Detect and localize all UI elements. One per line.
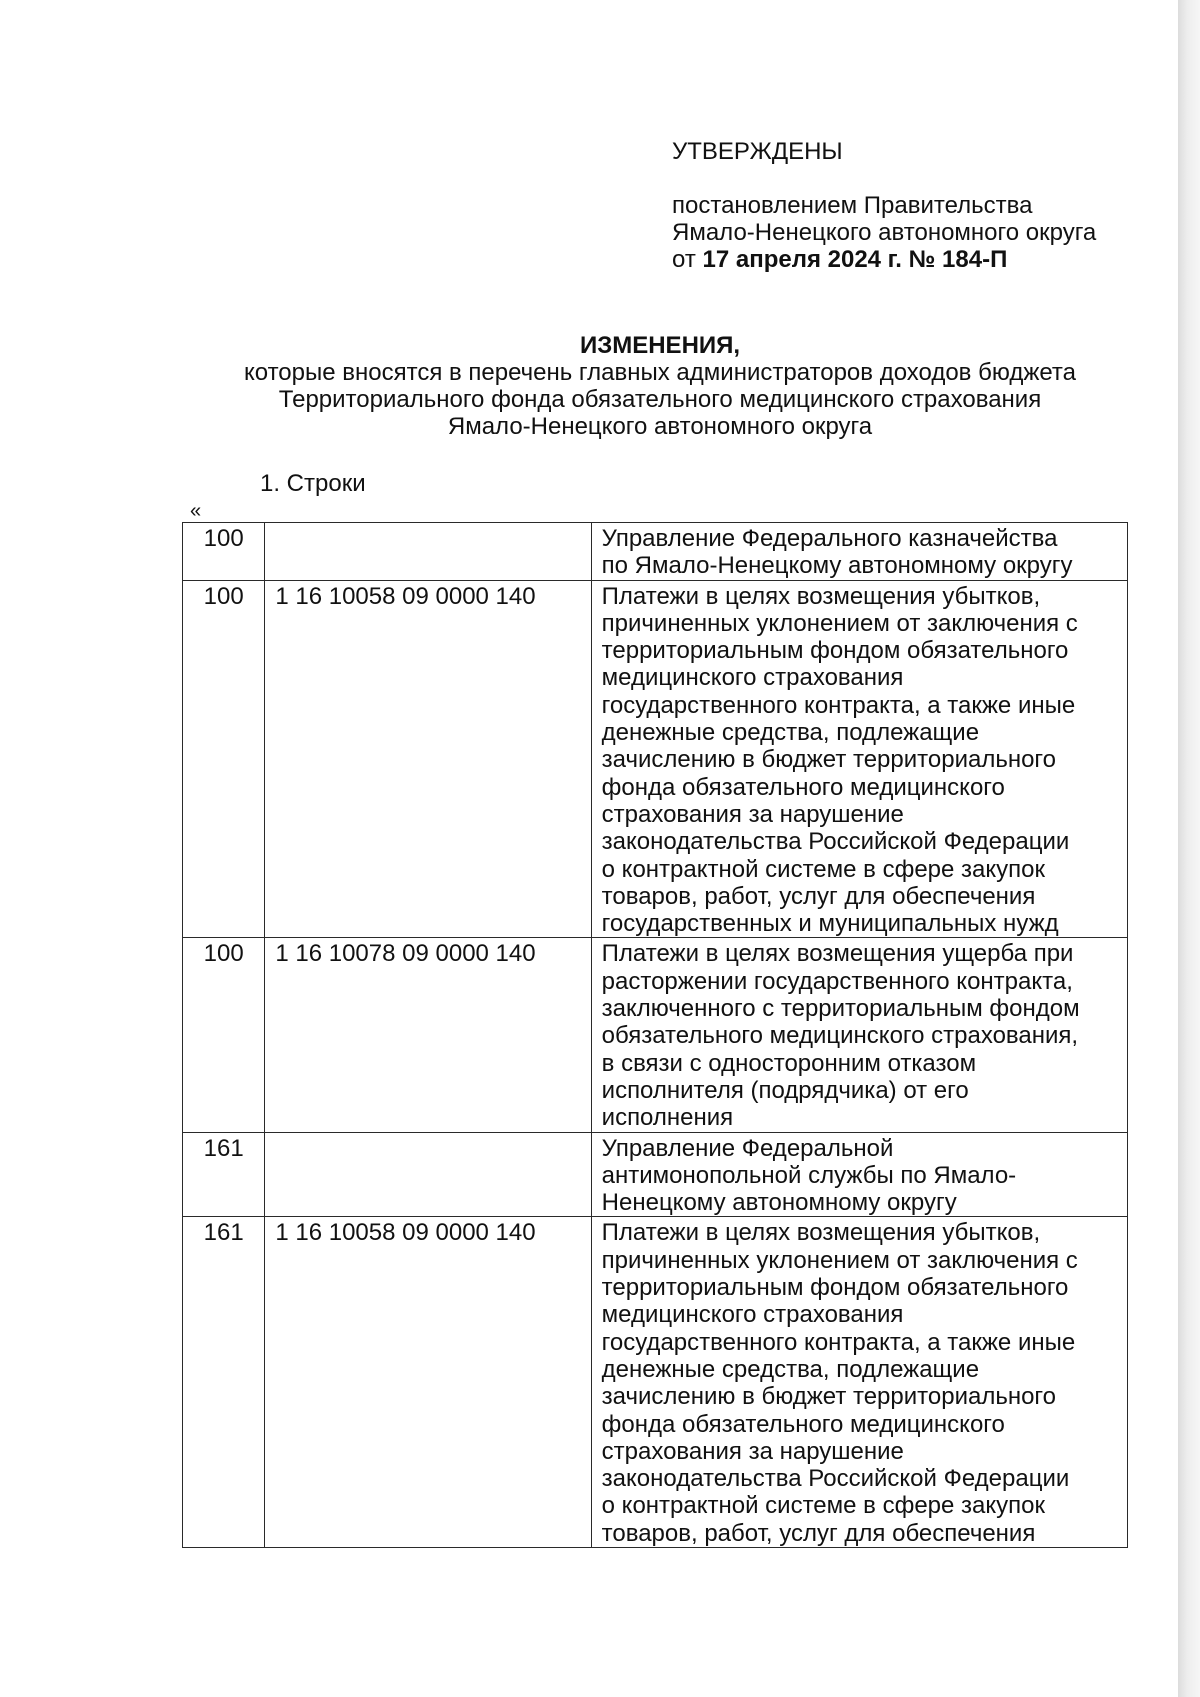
approval-date-number: 17 апреля 2024 г. № 184-П [702, 246, 1008, 273]
admin-code-cell: 100 [183, 580, 265, 938]
admin-code-cell: 161 [183, 1132, 265, 1217]
approval-line-1: постановлением Правительства [672, 192, 1033, 219]
table-row [183, 580, 1128, 938]
revenue-name-line: по Ямало-Ненецкому автономному округу [601, 552, 1073, 580]
approval-stamp: УТВЕРЖДЕНЫ [672, 138, 843, 165]
revenue-name-line: территориальным фондом обязательного [601, 1274, 1069, 1302]
revenue-name-line: исполнения [601, 1104, 734, 1132]
revenue-name-line: медицинского страхования [601, 1301, 904, 1329]
revenue-code-cell: 1 16 10058 09 0000 140 [265, 1217, 591, 1548]
revenue-name-line: антимонопольной службы по Ямало- [601, 1161, 1017, 1189]
revenue-name-line: зачислению в бюджет территориального [601, 746, 1057, 774]
revenue-name-cell [591, 938, 1127, 1132]
document-heading [160, 332, 1160, 440]
revenue-name-line: товаров, работ, услуг для обеспечения [601, 1519, 1036, 1547]
revenue-name-line: фонда обязательного медицинского [601, 773, 1005, 801]
revenue-name-cell [591, 1132, 1127, 1217]
admin-code-cell: 161 [183, 1217, 265, 1548]
revenue-name-line: фонда обязательного медицинского [601, 1410, 1005, 1438]
revenue-name-line: государственного контракта, а также иные [601, 1328, 1076, 1356]
revenue-name-line: зачислению в бюджет территориального [601, 1383, 1057, 1411]
revenue-name-line: государственного контракта, а также иные [601, 691, 1076, 719]
revenue-name-line: товаров, работ, услуг для обеспечения [601, 882, 1036, 910]
revenue-name-line: Управление Федерального казначейства [601, 525, 1058, 552]
revenue-name-cell [591, 1217, 1127, 1548]
revenue-name-line: законодательства Российской Федерации [601, 1465, 1070, 1493]
revenue-name-line: государственных и муниципальных нужд [601, 910, 1059, 938]
table-row [183, 1217, 1128, 1548]
admin-code-cell: 100 [183, 523, 265, 581]
revenue-name-line: денежные средства, подлежащие [601, 719, 980, 747]
revenue-code-cell: 1 16 10058 09 0000 140 [265, 580, 591, 938]
revenue-name-line: Управление Федеральной [601, 1134, 894, 1162]
table-row [183, 1132, 1128, 1217]
revenue-name-line: денежные средства, подлежащие [601, 1355, 980, 1383]
admin-code-cell: 100 [183, 938, 265, 1132]
revenue-name-line: причиненных уклонением от заключения с [601, 609, 1078, 637]
revenue-name-line: Платежи в целях возмещения убытков, [601, 1219, 1041, 1247]
approval-line-2: Ямало-Ненецкого автономного округа [672, 219, 1097, 246]
approval-line-3 [672, 246, 1096, 273]
approval-block [672, 138, 1096, 273]
revenue-codes-table [182, 522, 1128, 1548]
revenue-name-line: о контрактной системе в сфере закупок [601, 1492, 1045, 1520]
revenue-name-line: Платежи в целях возмещения убытков, [601, 582, 1041, 610]
revenue-name-line: в связи с односторонним отказом [601, 1049, 977, 1077]
revenue-name-line: Платежи в целях возмещения ущерба при [601, 940, 1074, 968]
table-row [183, 523, 1128, 581]
revenue-name-line: исполнителя (подрядчика) от его [601, 1076, 969, 1104]
revenue-name-cell [591, 523, 1127, 581]
revenue-code-cell: 1 16 10078 09 0000 140 [265, 938, 591, 1132]
revenue-name-line: страхования за нарушение [601, 800, 904, 828]
opening-quote: « [190, 500, 202, 522]
revenue-code-cell [265, 523, 591, 581]
revenue-name-line: медицинского страхования [601, 664, 904, 692]
revenue-name-line: расторжении государственного контракта, [601, 967, 1073, 995]
page-edge-shadow [1178, 0, 1200, 1697]
table-row [183, 938, 1128, 1132]
revenue-name-line: причиненных уклонением от заключения с [601, 1246, 1078, 1274]
revenue-name-line: обязательного медицинского страхования, [601, 1022, 1079, 1050]
revenue-name-line: законодательства Российской Федерации [601, 828, 1070, 856]
heading-line-2: Территориального фонда обязательного медицинского страхования [278, 386, 1042, 413]
revenue-name-line: территориальным фондом обязательного [601, 637, 1069, 665]
revenue-name-line: заключенного с территориальным фондом [601, 995, 1080, 1023]
revenue-name-line: Ненецкому автономному округу [601, 1189, 957, 1217]
revenue-codes-table-body [183, 523, 1128, 1548]
heading-line-3: Ямало-Ненецкого автономного округа [447, 413, 873, 440]
section-label: 1. Строки [260, 470, 366, 497]
revenue-name-cell [591, 580, 1127, 938]
revenue-code-cell [265, 1132, 591, 1217]
revenue-name-line: страхования за нарушение [601, 1437, 904, 1465]
revenue-name-line: о контрактной системе в сфере закупок [601, 855, 1045, 883]
heading-line-1: которые вносятся в перечень главных администраторов доходов бюджета [243, 359, 1076, 386]
approval-date-prefix: от [672, 246, 696, 273]
heading-title: ИЗМЕНЕНИЯ, [579, 332, 741, 359]
